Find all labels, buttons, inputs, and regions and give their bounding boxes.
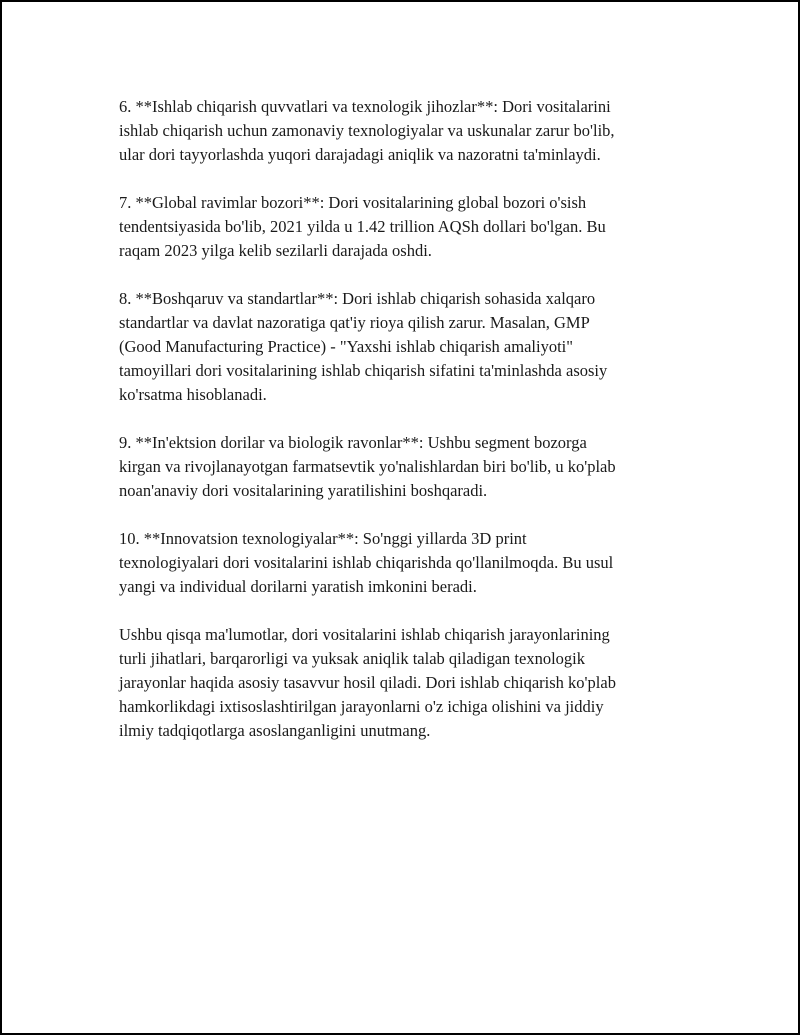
- text-line: ular dori tayyorlashda yuqori darajadagi aniqlik va nazoratni ta'minlaydi.: [119, 145, 601, 164]
- text-line: 6. **Ishlab chiqarish quvvatlari va texnologik jihozlar**: Dori vositalarini: [119, 97, 611, 116]
- text-line: noan'anaviy dori vositalarining yaratilishini boshqaradi.: [119, 481, 488, 500]
- paragraph-item-6: [119, 95, 685, 167]
- text-line: jarayonlar haqida asosiy tasavvur hosil qiladi. Dori ishlab chiqarish ko'plab: [119, 673, 616, 692]
- text-line: tendentsiyasida bo'lib, 2021 yilda u 1.42 trillion AQSh dollari bo'lgan. Bu: [119, 217, 606, 236]
- text-line: ishlab chiqarish uchun zamonaviy texnologiyalar va uskunalar zarur bo'lib,: [119, 121, 615, 140]
- text-line: 8. **Boshqaruv va standartlar**: Dori ishlab chiqarish sohasida xalqaro: [119, 289, 596, 308]
- paragraph-item-10: [119, 527, 685, 599]
- text-line: ko'rsatma hisoblanadi.: [119, 385, 267, 404]
- text-line: tamoyillari dori vositalarining ishlab chiqarish sifatini ta'minlashda asosiy: [119, 361, 608, 380]
- text-line: Ushbu qisqa ma'lumotlar, dori vositalarini ishlab chiqarish jarayonlarining: [119, 625, 610, 644]
- text-line: kirgan va rivojlanayotgan farmatsevtik yo'nalishlardan biri bo'lib, u ko'plab: [119, 457, 616, 476]
- text-line: 10. **Innovatsion texnologiyalar**: So'nggi yillarda 3D print: [119, 529, 527, 548]
- text-line: (Good Manufacturing Practice) - "Yaxshi ishlab chiqarish amaliyoti": [119, 337, 573, 356]
- paragraph-item-8: [119, 287, 685, 407]
- document-body: [119, 95, 685, 743]
- text-line: texnologiyalari dori vositalarini ishlab chiqarishda qo'llanilmoqda. Bu usul: [119, 553, 614, 572]
- text-line: hamkorlikdagi ixtisoslashtirilgan jarayonlarni o'z ichiga olishini va jiddiy: [119, 697, 604, 716]
- paragraph-item-9: [119, 431, 685, 503]
- paragraph-item-7: [119, 191, 685, 263]
- paragraph-summary: [119, 623, 685, 743]
- text-line: 7. **Global ravimlar bozori**: Dori vositalarining global bozori o'sish: [119, 193, 587, 212]
- text-line: 9. **In'ektsion dorilar va biologik ravonlar**: Ushbu segment bozorga: [119, 433, 587, 452]
- text-line: raqam 2023 yilga kelib sezilarli darajada oshdi.: [119, 241, 432, 260]
- text-line: ilmiy tadqiqotlarga asoslanganligini unutmang.: [119, 721, 431, 740]
- text-line: standartlar va davlat nazoratiga qat'iy rioya qilish zarur. Masalan, GMP: [119, 313, 590, 332]
- text-line: turli jihatlari, barqarorligi va yuksak aniqlik talab qiladigan texnologik: [119, 649, 586, 668]
- text-line: yangi va individual dorilarni yaratish imkonini beradi.: [119, 577, 477, 596]
